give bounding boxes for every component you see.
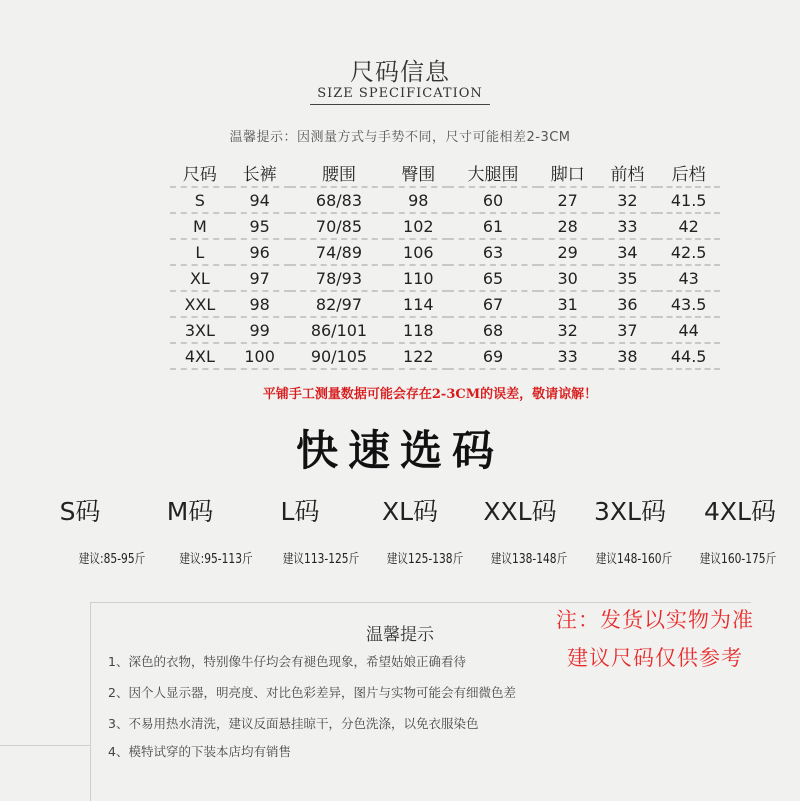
page-subtitle: SIZE SPECIFICATION [317,86,483,101]
table-cell: 3XL [184,320,215,340]
quick-size-label: XL码 [381,497,439,526]
table-cell: 94 [249,190,270,210]
table-cell: 110 [403,268,434,288]
measurement-notice: 温馨提示：因测量方式与手势不同，尺寸可能相差2-3CM [229,130,571,145]
table-row [170,317,720,343]
measurement-error-note: 平铺手工测量数据可能会存在2-3CM的误差，敬请谅解！ [262,387,598,402]
table-row [170,187,720,213]
weight-recommendation: 建议:85-95斤 [78,552,146,567]
table-cell: 28 [557,216,578,236]
tip-item: 1、深色的衣物，特别像牛仔均会有褪色现象，希望姑娘正确看待 [108,654,466,669]
weight-recommendation: 建议148-160斤 [595,552,672,567]
tip-item: 2、因个人显示器，明亮度、对比色彩差异，图片与实物可能会有细微色差 [108,685,516,700]
table-cell: 36 [617,294,638,314]
header-length: 长裤 [242,164,277,185]
tip-item: 3、不易用热水清洗，建议反面悬挂晾干，分色洗涤，以免衣服染色 [108,716,479,731]
table-cell: 38 [617,346,638,366]
table-cell: 44.5 [670,346,707,366]
quick-size-label: S码 [59,497,101,526]
table-cell: 97 [249,268,270,288]
table-cell: 60 [482,190,504,210]
table-cell: XXL [184,294,216,314]
tips-title: 温馨提示 [366,625,434,645]
table-cell: 44 [678,320,699,340]
quick-size-row [30,492,790,532]
table-cell: 122 [403,346,434,366]
table-cell: L [195,242,205,262]
table-cell: S [194,190,205,210]
table-cell: 33 [617,216,638,236]
quick-size-label: L码 [280,497,320,526]
table-row [170,213,720,239]
table-row [170,343,720,369]
table-cell: 32 [617,190,638,210]
header-thigh: 大腿围 [467,164,519,185]
header-back-rise: 后档 [671,164,706,185]
table-cell: 42 [678,216,699,236]
quick-size-label: XXL码 [483,497,557,526]
weight-recommendation: 建议160-175斤 [699,552,777,567]
tip-item: 4、模特试穿的下装本店均有销售 [108,744,291,759]
header-front-rise: 前档 [610,164,645,185]
table-cell: 35 [617,268,638,288]
table-cell: 102 [403,216,434,236]
quick-size-label: 3XL码 [594,497,666,526]
header-hip: 臀围 [401,164,436,185]
table-cell: 65 [482,268,504,288]
decorative-line [0,745,90,746]
table-cell: 29 [557,242,578,262]
page-title: 尺码信息 [350,58,450,86]
table-cell: 68 [482,320,504,340]
table-cell: 106 [403,242,434,262]
table-cell: 98 [249,294,270,314]
weight-recommendation: 建议125-138斤 [386,552,464,567]
quick-size-label: M码 [166,497,214,526]
header-leg-opening: 脚口 [550,164,585,185]
table-cell: M [192,216,207,236]
table-cell: XL [189,268,210,288]
table-cell: 114 [403,294,434,314]
table-cell: 118 [403,320,434,340]
table-cell: 63 [482,242,504,262]
table-cell: 32 [557,320,578,340]
table-cell: 69 [482,346,504,366]
table-cell: 42.5 [670,242,707,262]
size-table [170,158,720,370]
quick-size-label: 4XL码 [704,497,776,526]
table-cell: 95 [249,216,270,236]
subtitle-divider [310,104,490,105]
table-cell: 100 [244,346,275,366]
weight-recommendation: 建议113-125斤 [282,552,359,567]
table-cell: 37 [617,320,638,340]
table-cell: 96 [249,242,270,262]
table-cell: 70/85 [315,216,363,236]
weight-recommendation-row [60,548,790,576]
table-cell: 99 [249,320,270,340]
table-cell: 43.5 [670,294,707,314]
table-cell: 68/83 [315,190,363,210]
table-cell: 90/105 [310,346,368,366]
weight-recommendation: 建议138-148斤 [491,552,568,567]
table-cell: 61 [482,216,504,236]
table-cell: 34 [617,242,638,262]
table-row [170,239,720,265]
table-cell: 4XL [184,346,215,366]
table-cell: 67 [482,294,504,314]
table-row [170,265,720,291]
size-reference-note: 建议尺码仅供参考 [567,646,743,670]
header-waist: 腰围 [321,164,356,185]
table-cell: 31 [557,294,578,314]
table-cell: 74/89 [315,242,363,262]
shipping-note: 注：发货以实物为准 [556,608,754,632]
table-cell: 82/97 [315,294,363,314]
quick-select-title: 快速选码 [295,426,504,475]
table-header-row [170,158,720,187]
table-cell: 41.5 [670,190,707,210]
table-cell: 98 [408,190,429,210]
table-row [170,291,720,317]
header-size: 尺码 [182,164,217,185]
table-cell: 27 [557,190,578,210]
weight-recommendation: 建议:95-113斤 [179,552,253,567]
table-cell: 33 [557,346,578,366]
table-cell: 43 [678,268,699,288]
table-cell: 78/93 [315,268,363,288]
table-cell: 30 [557,268,578,288]
table-cell: 86/101 [310,320,368,340]
